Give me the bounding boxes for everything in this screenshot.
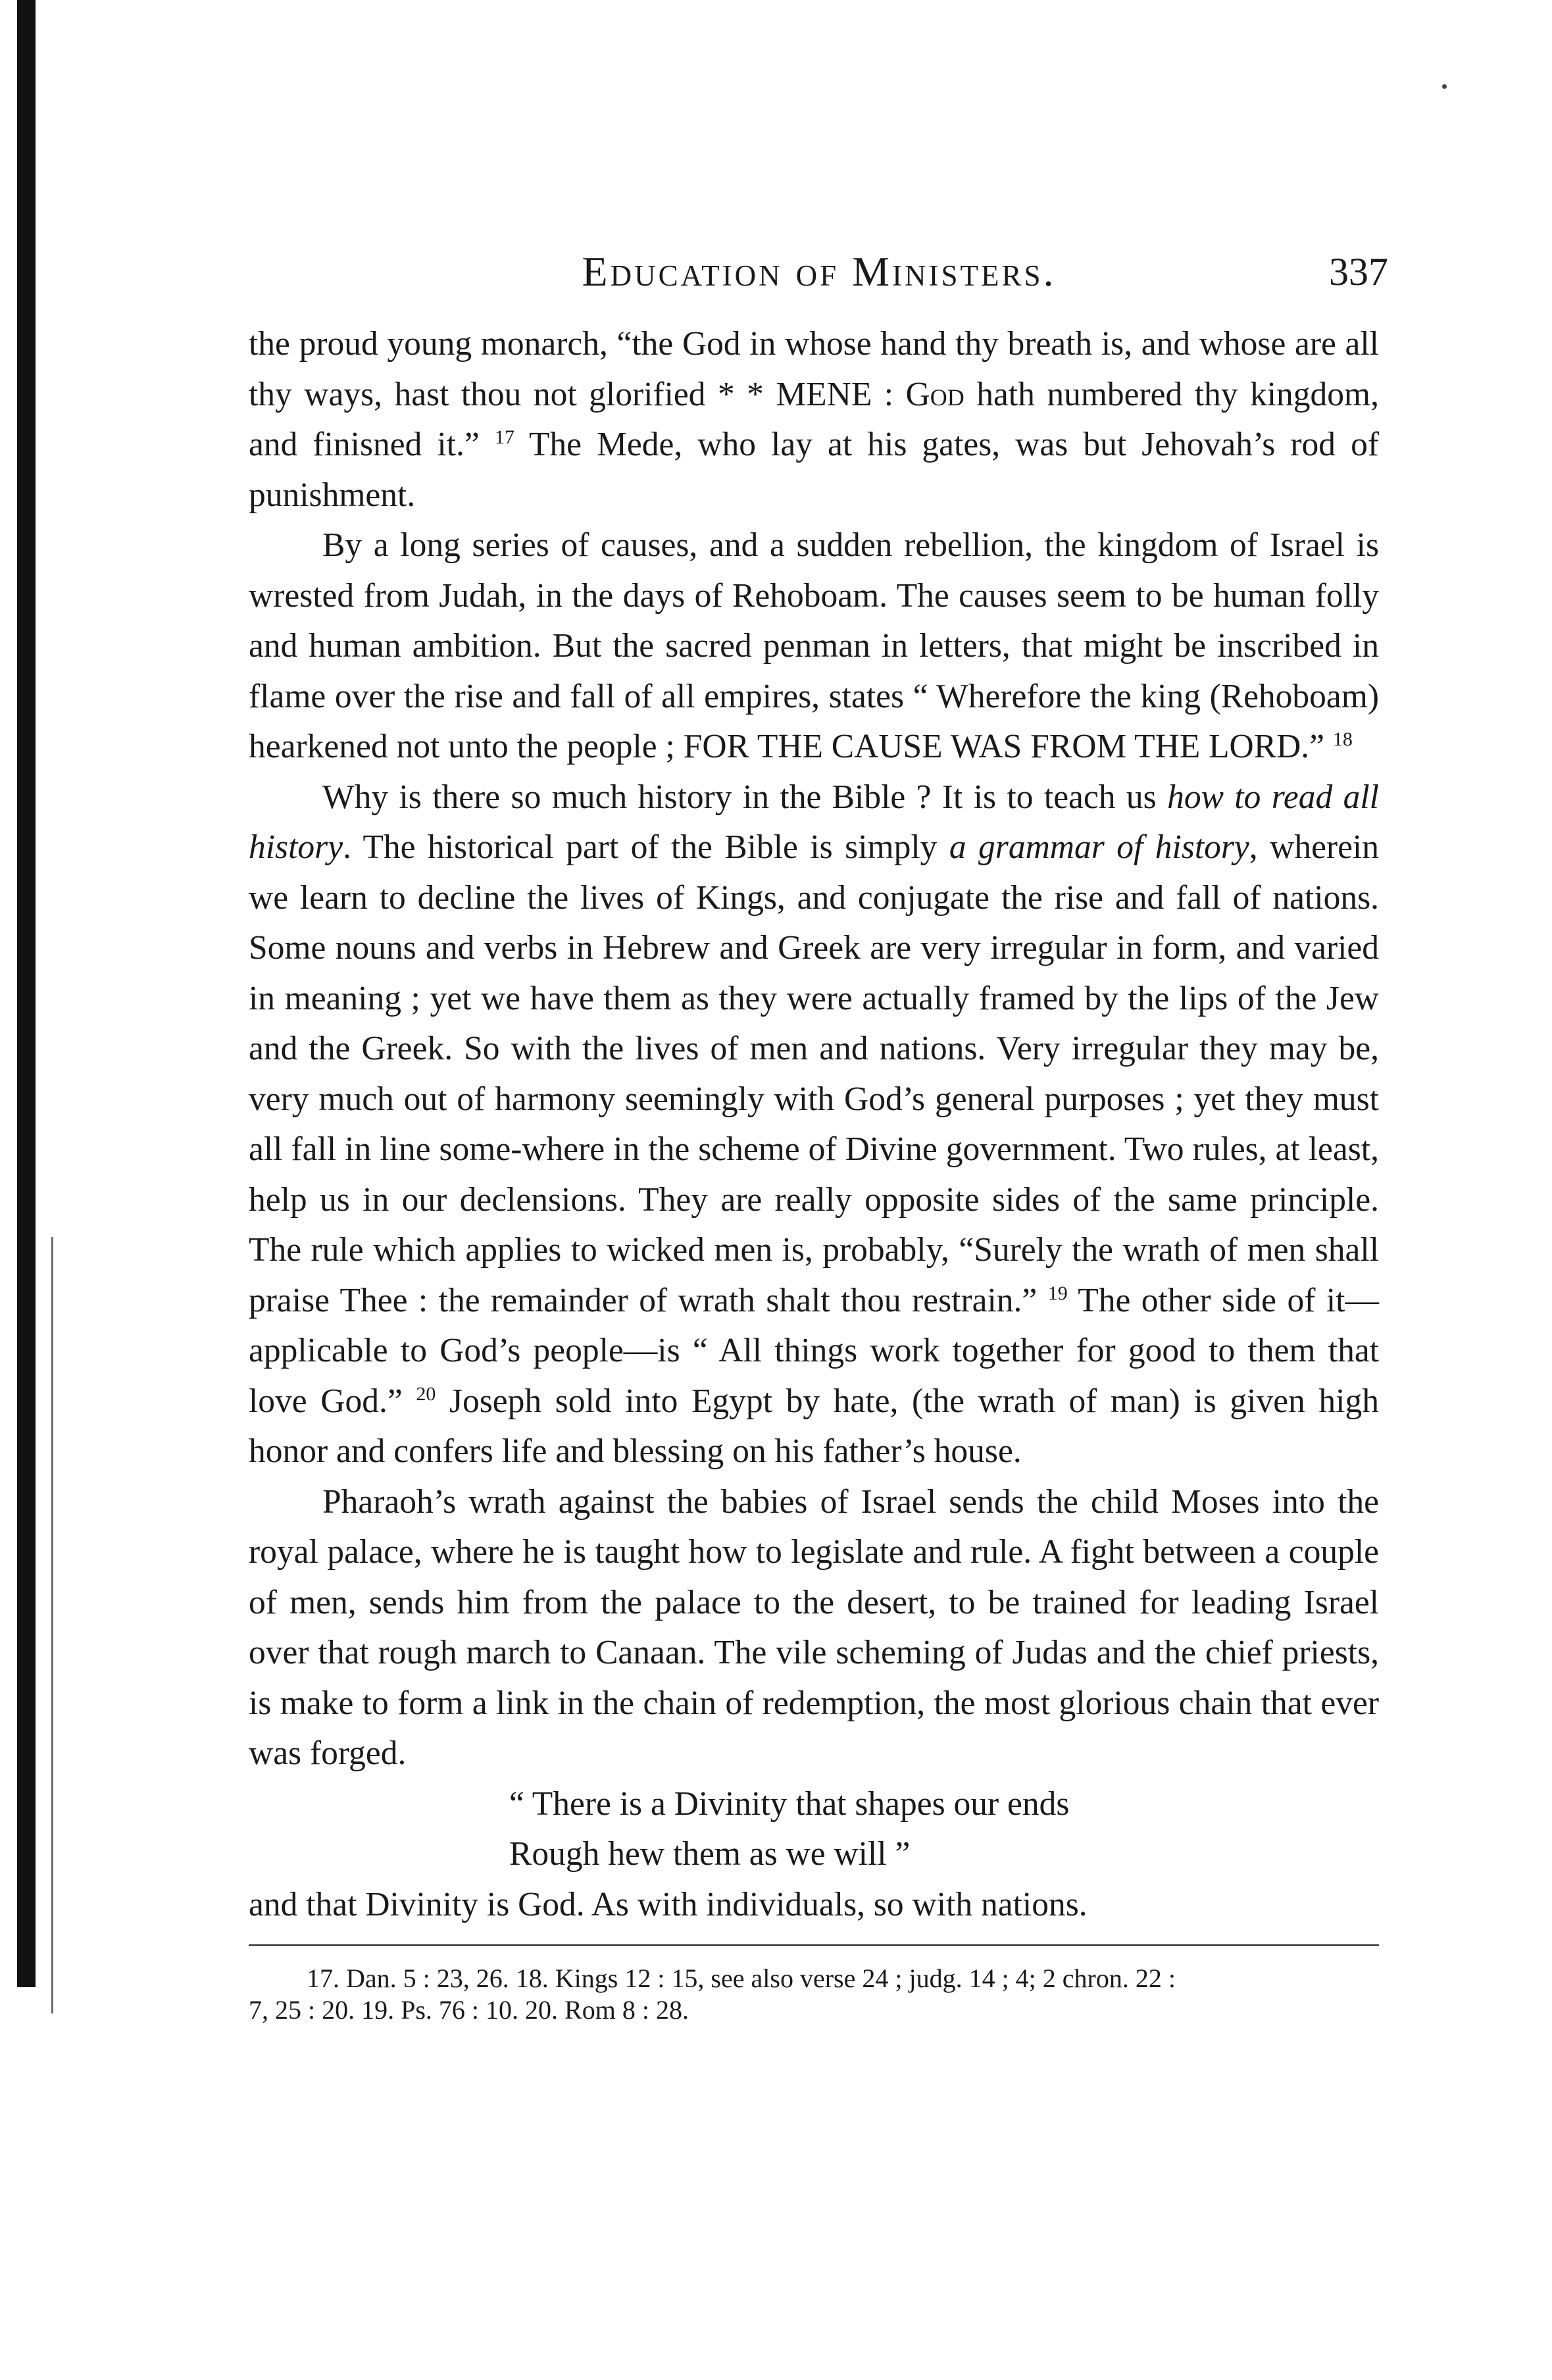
paragraph-2 bbox=[249, 520, 1379, 772]
page-header bbox=[250, 242, 1388, 301]
quotation bbox=[249, 1779, 1379, 1880]
quotation-line-2: Rough hew them as we will ” bbox=[509, 1835, 911, 1873]
p1-god: God bbox=[905, 375, 964, 413]
footnotes bbox=[249, 1963, 1379, 2026]
p3-text-c: , wherein we learn to decline the lives of Kings, and conjugate the rise and fall of nations. Some nouns and verbs in Hebrew and Greek are very irregular in form, and varied in meaning ; yet we have them as they were actually framed by the lips of the Jew and the Greek. So with the lives of men and nations. Very irregular they may be, very much out of harmony seemingly with God’s general purposes ; yet they must all fall in line some-where in the scheme of Divine government. Two rules, at least, help us in our declensions. They are really opposite sides of the same principle. The rule which applies to wicked men is, probably, “Surely the wrath of men shall praise Thee : the remainder of wrath shalt thou restrain.” bbox=[249, 828, 1379, 1319]
footnote-ref-20: 20 bbox=[416, 1382, 436, 1405]
scan-speck bbox=[1442, 84, 1447, 89]
p3-text-e: Joseph sold into Egypt by hate, (the wrath of man) is given high honor and confers life and blessing on his father’s house. bbox=[249, 1382, 1379, 1470]
footnote-line-2: 7, 25 : 20. 19. Ps. 76 : 10. 20. Rom 8 : 28. bbox=[249, 1995, 689, 2025]
scan-edge-bar bbox=[17, 0, 36, 1987]
scan-edge-line bbox=[51, 1237, 53, 2013]
p1-text-b: hath numbered thy kingdom, and finisned it.” bbox=[249, 375, 1379, 463]
paragraph-5: and that Divinity is God. As with individuals, so with nations. bbox=[249, 1885, 1088, 1923]
footnote-ref-19: 19 bbox=[1047, 1282, 1068, 1304]
p2-text-a: By a long series of causes, and a sudden rebellion, the kingdom of Israel is wrested from Judah, in the days of Rehoboam. The causes seem to be human folly and human ambition. But the sacred penman in letters, that might be inscribed in flame over the rise and fall of all empires, states “ Wherefore the king (Rehoboam) hearkened not unto the people ; FOR THE CAUSE WAS FROM THE LORD.” bbox=[249, 526, 1379, 765]
p3-italic-2: a grammar of history bbox=[949, 828, 1249, 866]
page-number: 337 bbox=[1329, 250, 1388, 293]
p3-text-a: Why is there so much history in the Bible ? It is to teach us bbox=[322, 778, 1168, 816]
p3-italic-1: how to read all history bbox=[249, 778, 1379, 866]
footnote-divider bbox=[249, 1944, 1379, 1946]
quotation-line-1: “ There is a Divinity that shapes our ends bbox=[509, 1785, 1070, 1823]
paragraph-4: Pharaoh’s wrath against the babies of Israel sends the child Moses into the royal palace, where he is taught how to legislate and rule. A fight between a couple of men, sends him from the palace to the desert, to be trained for leading Israel over that rough march to Canaan. The vile scheming of Judas and the chief priests, is make to form a link in the chain of redemption, the most glorious chain that ever was forged. bbox=[249, 1482, 1379, 1772]
running-title: Education of Ministers. bbox=[582, 248, 1057, 295]
footnote-ref-17: 17 bbox=[494, 426, 514, 448]
p3-text-b: . The historical part of the Bible is simply bbox=[343, 828, 949, 866]
page-body bbox=[249, 319, 1379, 2026]
p1-text-c: The Mede, who lay at his gates, was but Jehovah’s rod of punishment. bbox=[249, 426, 1379, 514]
paragraph-1 bbox=[249, 319, 1379, 520]
paragraph-3 bbox=[249, 772, 1379, 1477]
p1-text-a: the proud young monarch, “the God in whose hand thy breath is, and whose are all thy ways, hast thou not glorified * * MENE : bbox=[249, 325, 1379, 413]
footnote-line-1: 17. Dan. 5 : 23, 26. 18. Kings 12 : 15, see also verse 24 ; judg. 14 ; 4; 2 chron. 22 : bbox=[307, 1963, 1176, 1993]
p3-text-d: The other side of it—applicable to God’s people—is “ All things work together for good to them that love God.” bbox=[249, 1281, 1379, 1420]
footnote-ref-18: 18 bbox=[1332, 728, 1353, 750]
